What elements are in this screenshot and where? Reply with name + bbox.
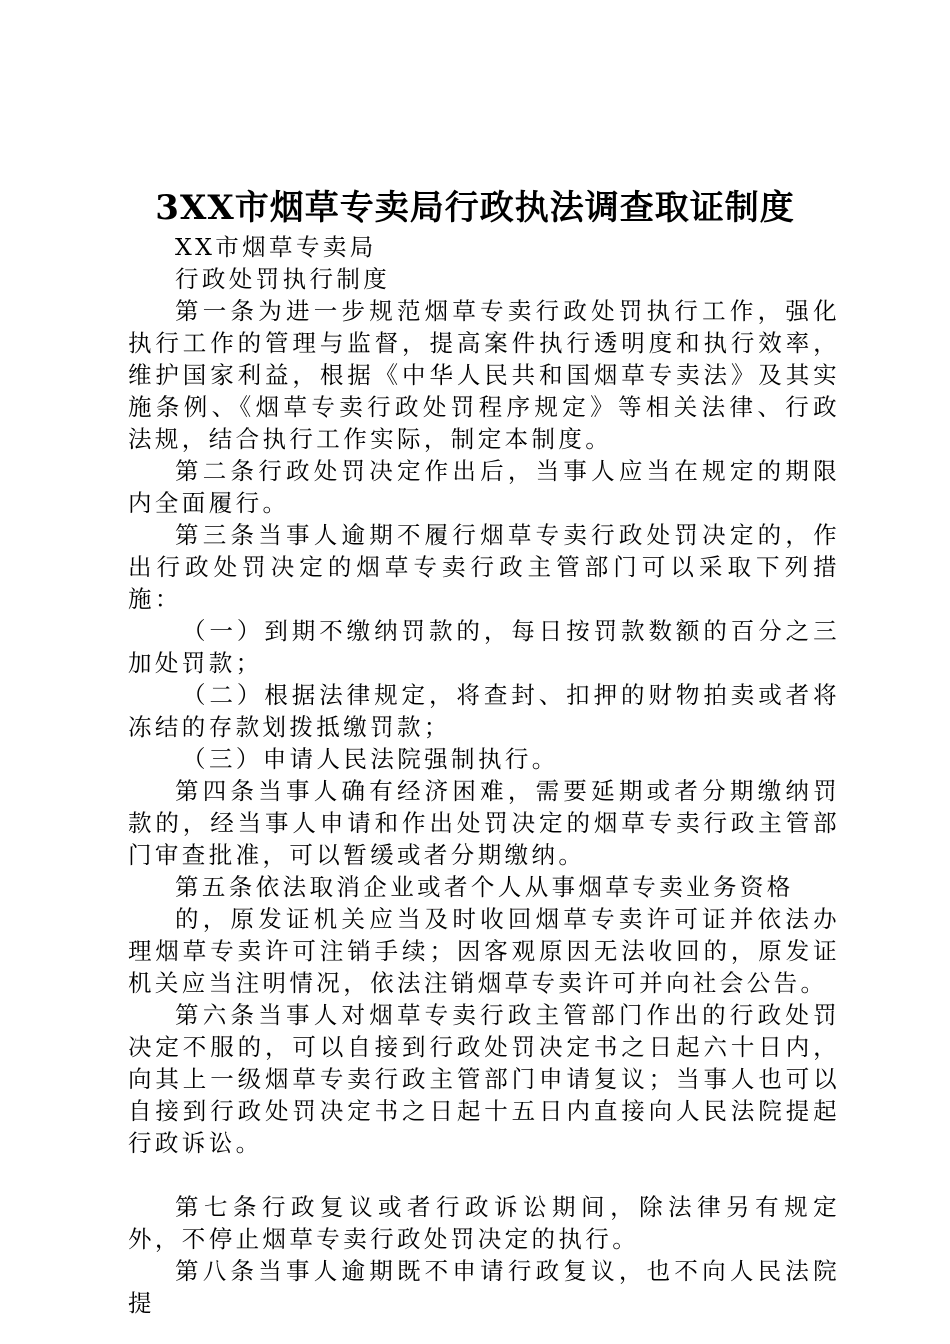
article-5-heading: 第五条依法取消企业或者个人从事烟草专卖业务资格 bbox=[175, 873, 794, 901]
issuer-line: XX市烟草专卖局 bbox=[175, 233, 377, 261]
document-title: 3XX市烟草专卖局行政执法调查取证制度 bbox=[155, 188, 795, 228]
article-1: 第一条为进一步规范烟草专卖行政处罚执行工作，强化执行工作的管理与监督，提高案件执行透明度和执行效率，维护国家利益，根据《中华人民共和国烟草专卖法》及其实施条例、《烟草专卖行政处罚程序规定》等相关法律、行政法规，结合执行工作实际，制定本制度。 bbox=[128, 297, 840, 453]
article-6: 第六条当事人对烟草专卖行政主管部门作出的行政处罚决定不服的，可以自接到行政处罚决定书之日起六十日内，向其上一级烟草专卖行政主管部门申请复议；当事人也可以自接到行政处罚决定书之日起十五日内直接向人民法院提起行政诉讼。 bbox=[128, 1001, 840, 1157]
paragraph-spacer bbox=[128, 1159, 840, 1191]
document-body bbox=[128, 231, 840, 1319]
subtitle-line: 行政处罚执行制度 bbox=[175, 265, 391, 293]
article-3-item-1: （一）到期不缴纳罚款的，每日按罚款数额的百分之三加处罚款； bbox=[128, 617, 840, 677]
article-7: 第七条行政复议或者行政诉讼期间，除法律另有规定外，不停止烟草专卖行政处罚决定的执行。 bbox=[128, 1193, 840, 1253]
article-2: 第二条行政处罚决定作出后，当事人应当在规定的期限内全面履行。 bbox=[128, 457, 840, 517]
article-3: 第三条当事人逾期不履行烟草专卖行政处罚决定的，作出行政处罚决定的烟草专卖行政主管部门可以采取下列措施： bbox=[128, 521, 840, 613]
article-8: 第八条当事人逾期既不申请行政复议，也不向人民法院提 bbox=[128, 1257, 840, 1317]
article-4: 第四条当事人确有经济困难，需要延期或者分期缴纳罚款的，经当事人申请和作出处罚决定的烟草专卖行政主管部门审查批准，可以暂缓或者分期缴纳。 bbox=[128, 777, 840, 869]
article-3-item-2: （二）根据法律规定，将查封、扣押的财物拍卖或者将冻结的存款划拨抵缴罚款； bbox=[128, 681, 840, 741]
article-5-body: 的，原发证机关应当及时收回烟草专卖许可证并依法办理烟草专卖许可注销手续；因客观原因无法收回的，原发证机关应当注明情况，依法注销烟草专卖许可并向社会公告。 bbox=[128, 905, 840, 997]
article-3-item-3: （三）申请人民法院强制执行。 bbox=[182, 745, 559, 773]
